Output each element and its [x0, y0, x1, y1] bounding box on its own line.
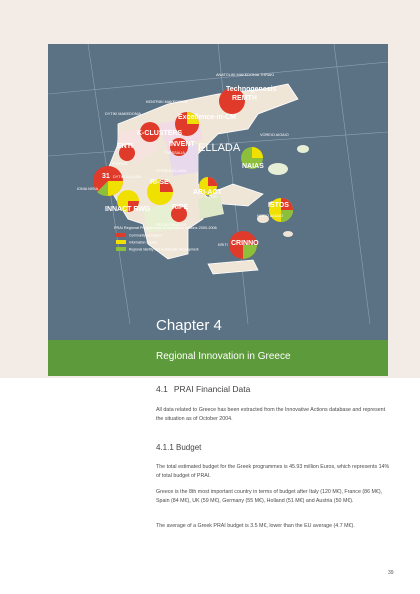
- legend-title: PRAI Regional Programmes of Innovative Actions 2000-2006: [114, 226, 217, 230]
- legend-swatch-3: [116, 247, 126, 251]
- paragraph-1: The total estimated budget for the Greek programmes is 45.93 million Euros, which represents 14% of total budget of PRAI.: [156, 464, 390, 479]
- label-31: 31: [102, 173, 110, 180]
- region-dytiki: DYTIKI ELLADA: [113, 175, 141, 179]
- region-sterea: STEREA ELLADA: [156, 169, 187, 173]
- region-kriti: KRITI: [218, 243, 228, 247]
- chapter-subtitle-band: [48, 340, 388, 376]
- region-ipeiros: IPEIROS: [112, 162, 128, 166]
- country-label: ELLADA: [198, 142, 241, 154]
- chapter-subtitle: Regional Innovation in Greece: [156, 351, 291, 362]
- legend-swatch-1: [116, 233, 126, 237]
- label-ripe: RIPE: [172, 204, 189, 211]
- label-naias: NAIAS: [242, 163, 264, 170]
- region-voreio: VOREIO AIGAIO: [260, 133, 289, 137]
- label-innact: INNACT RWG: [105, 206, 151, 213]
- legend-swatch-2: [116, 240, 126, 244]
- region-dm: DYTIKI MAKEDONIA: [105, 112, 142, 116]
- section-heading: [156, 384, 250, 394]
- label-enti: ENTI: [117, 143, 133, 150]
- legend-label-2: Information Society: [129, 240, 158, 245]
- label-excellence: Excellence-in-CM: [178, 114, 236, 121]
- intro-paragraph: All data related to Greece has been extracted from the Innovative Actions database and represent the situation as of October 2004.: [156, 407, 386, 422]
- subheading: 4.1.1 Budget: [156, 443, 202, 452]
- region-peloponnisos: PELOPONNISOS: [156, 223, 187, 227]
- chapter-title: Chapter 4: [156, 317, 222, 334]
- label-k-clusters: K-CLUSTERS: [137, 130, 183, 137]
- region-thessalia: THESSALIA: [164, 151, 185, 155]
- greece-map: [48, 44, 388, 324]
- label-technogenesis: Technogenesis: [226, 86, 277, 93]
- region-notio: NOTIO AIGAIO: [257, 214, 283, 218]
- region-attiki: ATTIKI: [206, 195, 218, 199]
- label-istos: ISTOS: [268, 202, 289, 209]
- label-rise: RI-SE: [150, 179, 169, 186]
- label-remth: REMTH: [232, 95, 257, 102]
- label-invent: INVENT: [169, 141, 195, 148]
- section-heading-text: PRAI Financial Data: [173, 384, 251, 394]
- legend-label-1: Community Innovation: [129, 233, 162, 238]
- region-amth: ANATOLIKI MAKEDONIA THRAKI: [216, 73, 275, 77]
- paragraph-2: Greece is the 8th most important country in terms of budget after Italy (120 M€), France (86 M€), Spain (84 M€), UK (59 M€), Germany (55 M€), Holland (51 M€) and Austria (50 M€).: [156, 489, 383, 504]
- region-ionia: IONIA NISIA: [77, 187, 99, 191]
- label-crinno: CRINNO: [231, 240, 259, 247]
- page-number: 39: [388, 570, 394, 576]
- pie-marker-31: [93, 166, 123, 196]
- region-km: KENTRIKI MAKEDONIA: [146, 100, 188, 104]
- label-ariact: ARI-ACT: [193, 189, 222, 196]
- legend-label-3: Regional Identity and Sustainable Development: [129, 247, 199, 252]
- cover-panel: [48, 44, 388, 349]
- section-number: 4.1: [156, 384, 168, 394]
- paragraph-3: The average of a Greek PRAI budget is 3.5 M€, lower than the EU average (4.7 M€).: [156, 523, 355, 529]
